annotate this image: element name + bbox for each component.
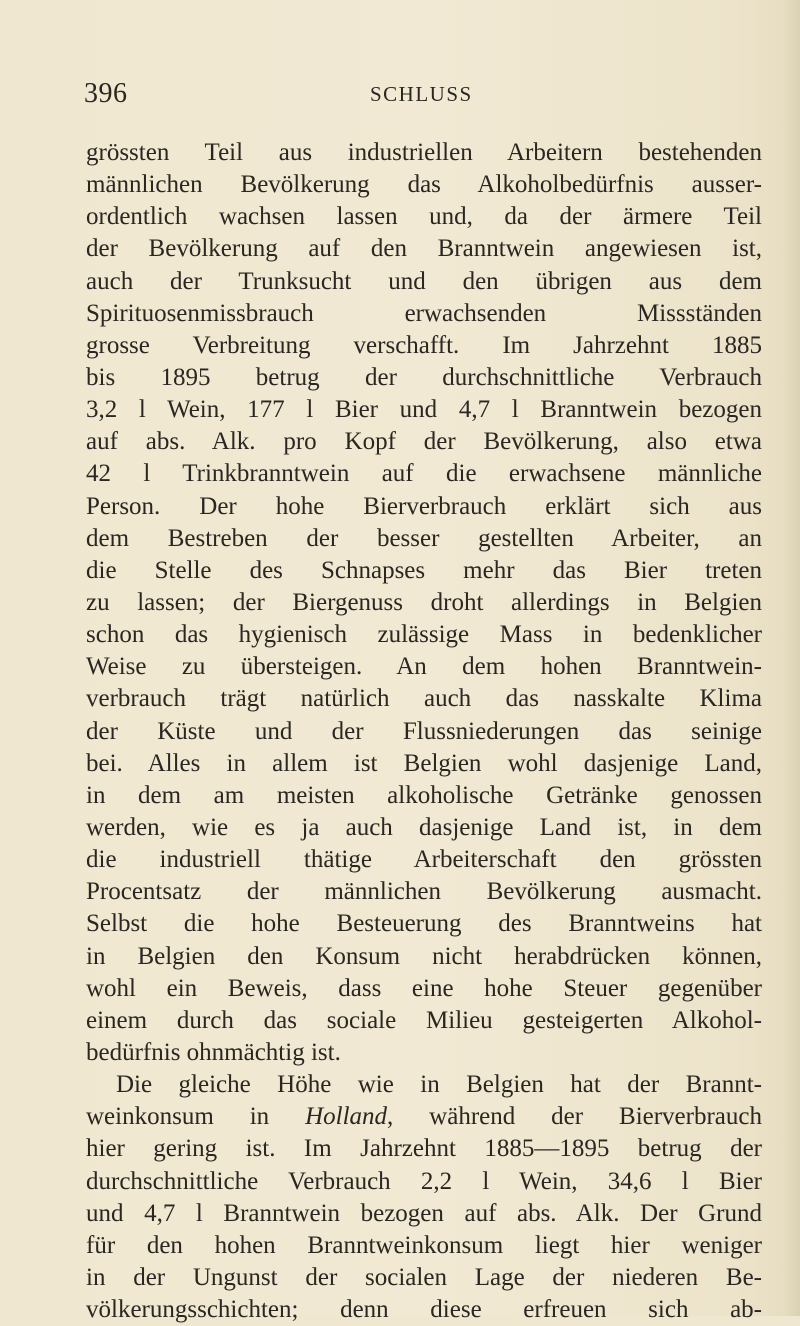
page-edge-shadow	[782, 0, 800, 1316]
paragraph-start-line: Die gleiche Höhe wie in Belgien hat der Brannt-	[116, 1071, 762, 1099]
body-text	[86, 137, 762, 1326]
text-line: Procentsatz der männlichen Bevölkerung ausmacht.	[86, 878, 762, 906]
text-line: Selbst die hohe Besteuerung des Branntweins hat	[86, 910, 762, 938]
text-line: grössten Teil aus industriellen Arbeitern bestehenden	[86, 139, 762, 166]
text-line: Weise zu übersteigen. An dem hohen Branntwein-	[86, 653, 762, 681]
text-line: grosse Verbreitung verschafft. Im Jahrzehnt 1885	[86, 331, 762, 359]
text-line: verbrauch trägt natürlich auch das nasskalte Klima	[86, 685, 762, 713]
text-line: 3,2 l Wein, 177 l Bier und 4,7 l Branntwein bezogen	[86, 396, 762, 424]
text-line: in Belgien den Konsum nicht herabdrücken können,	[86, 942, 762, 970]
text-run: , während der Bierverbrauch	[387, 1103, 762, 1131]
page-number: 396	[84, 78, 128, 109]
text-line: in der Ungunst der socialen Lage der niederen Be-	[86, 1263, 762, 1291]
text-line: schon das hygienisch zulässige Mass in bedenklicher	[86, 621, 762, 649]
text-line: auch der Trunksucht und den übrigen aus dem	[86, 267, 762, 295]
text-line: die Stelle des Schnapses mehr das Bier treten	[86, 556, 762, 584]
text-line: männlichen Bevölkerung das Alkoholbedürfnis ausser-	[86, 171, 762, 199]
text-line: bis 1895 betrug der durchschnittliche Verbrauch	[86, 363, 762, 391]
text-line: auf abs. Alk. pro Kopf der Bevölkerung, also etwa	[86, 428, 762, 456]
text-line: dem Bestreben der besser gestellten Arbeiter, an	[86, 524, 762, 552]
text-line: wohl ein Beweis, dass eine hohe Steuer gegenüber	[86, 974, 762, 1002]
text-line: werden, wie es ja auch dasjenige Land ist, in dem	[86, 813, 762, 841]
text-line: Person. Der hohe Bierverbrauch erklärt sich aus	[86, 492, 762, 520]
text-line: Spirituosenmissbrauch erwachsenden Missständen	[86, 299, 762, 327]
text-line: und 4,7 l Branntwein bezogen auf abs. Alk. Der Grund	[86, 1199, 762, 1227]
text-line: völkerungsschichten; denn diese erfreuen sich ab-	[86, 1296, 762, 1324]
text-line: einem durch das sociale Milieu gesteigerten Alkohol-	[86, 1006, 762, 1034]
text-line: hier gering ist. Im Jahrzehnt 1885—1895 betrug der	[86, 1135, 762, 1163]
text-line-with-italic	[86, 1101, 762, 1133]
text-run: weinkonsum in	[86, 1103, 306, 1131]
text-line: 42 l Trinkbranntwein auf die erwachsene männliche	[86, 460, 762, 488]
text-line: der Küste und der Flussniederungen das seinige	[86, 717, 762, 745]
paragraph-end-line: bedürfnis ohnmächtig ist.	[86, 1038, 341, 1066]
text-line: für den hohen Branntweinkonsum liegt hier weniger	[86, 1231, 762, 1259]
text-line: durchschnittliche Verbrauch 2,2 l Wein, 34,6 l Bier	[86, 1167, 762, 1195]
text-line: die industriell thätige Arbeiterschaft den grössten	[86, 846, 762, 874]
text-line: ordentlich wachsen lassen und, da der ärmere Teil	[86, 203, 762, 231]
italic-place-name: Holland	[305, 1103, 388, 1131]
text-line: bei. Alles in allem ist Belgien wohl dasjenige Land,	[86, 749, 762, 777]
text-line: in dem am meisten alkoholische Getränke genossen	[86, 781, 762, 809]
text-line: zu lassen; der Biergenuss droht allerdings in Belgien	[86, 588, 762, 616]
running-head: SCHLUSS	[370, 82, 473, 106]
text-line: der Bevölkerung auf den Branntwein angewiesen ist,	[86, 235, 762, 263]
